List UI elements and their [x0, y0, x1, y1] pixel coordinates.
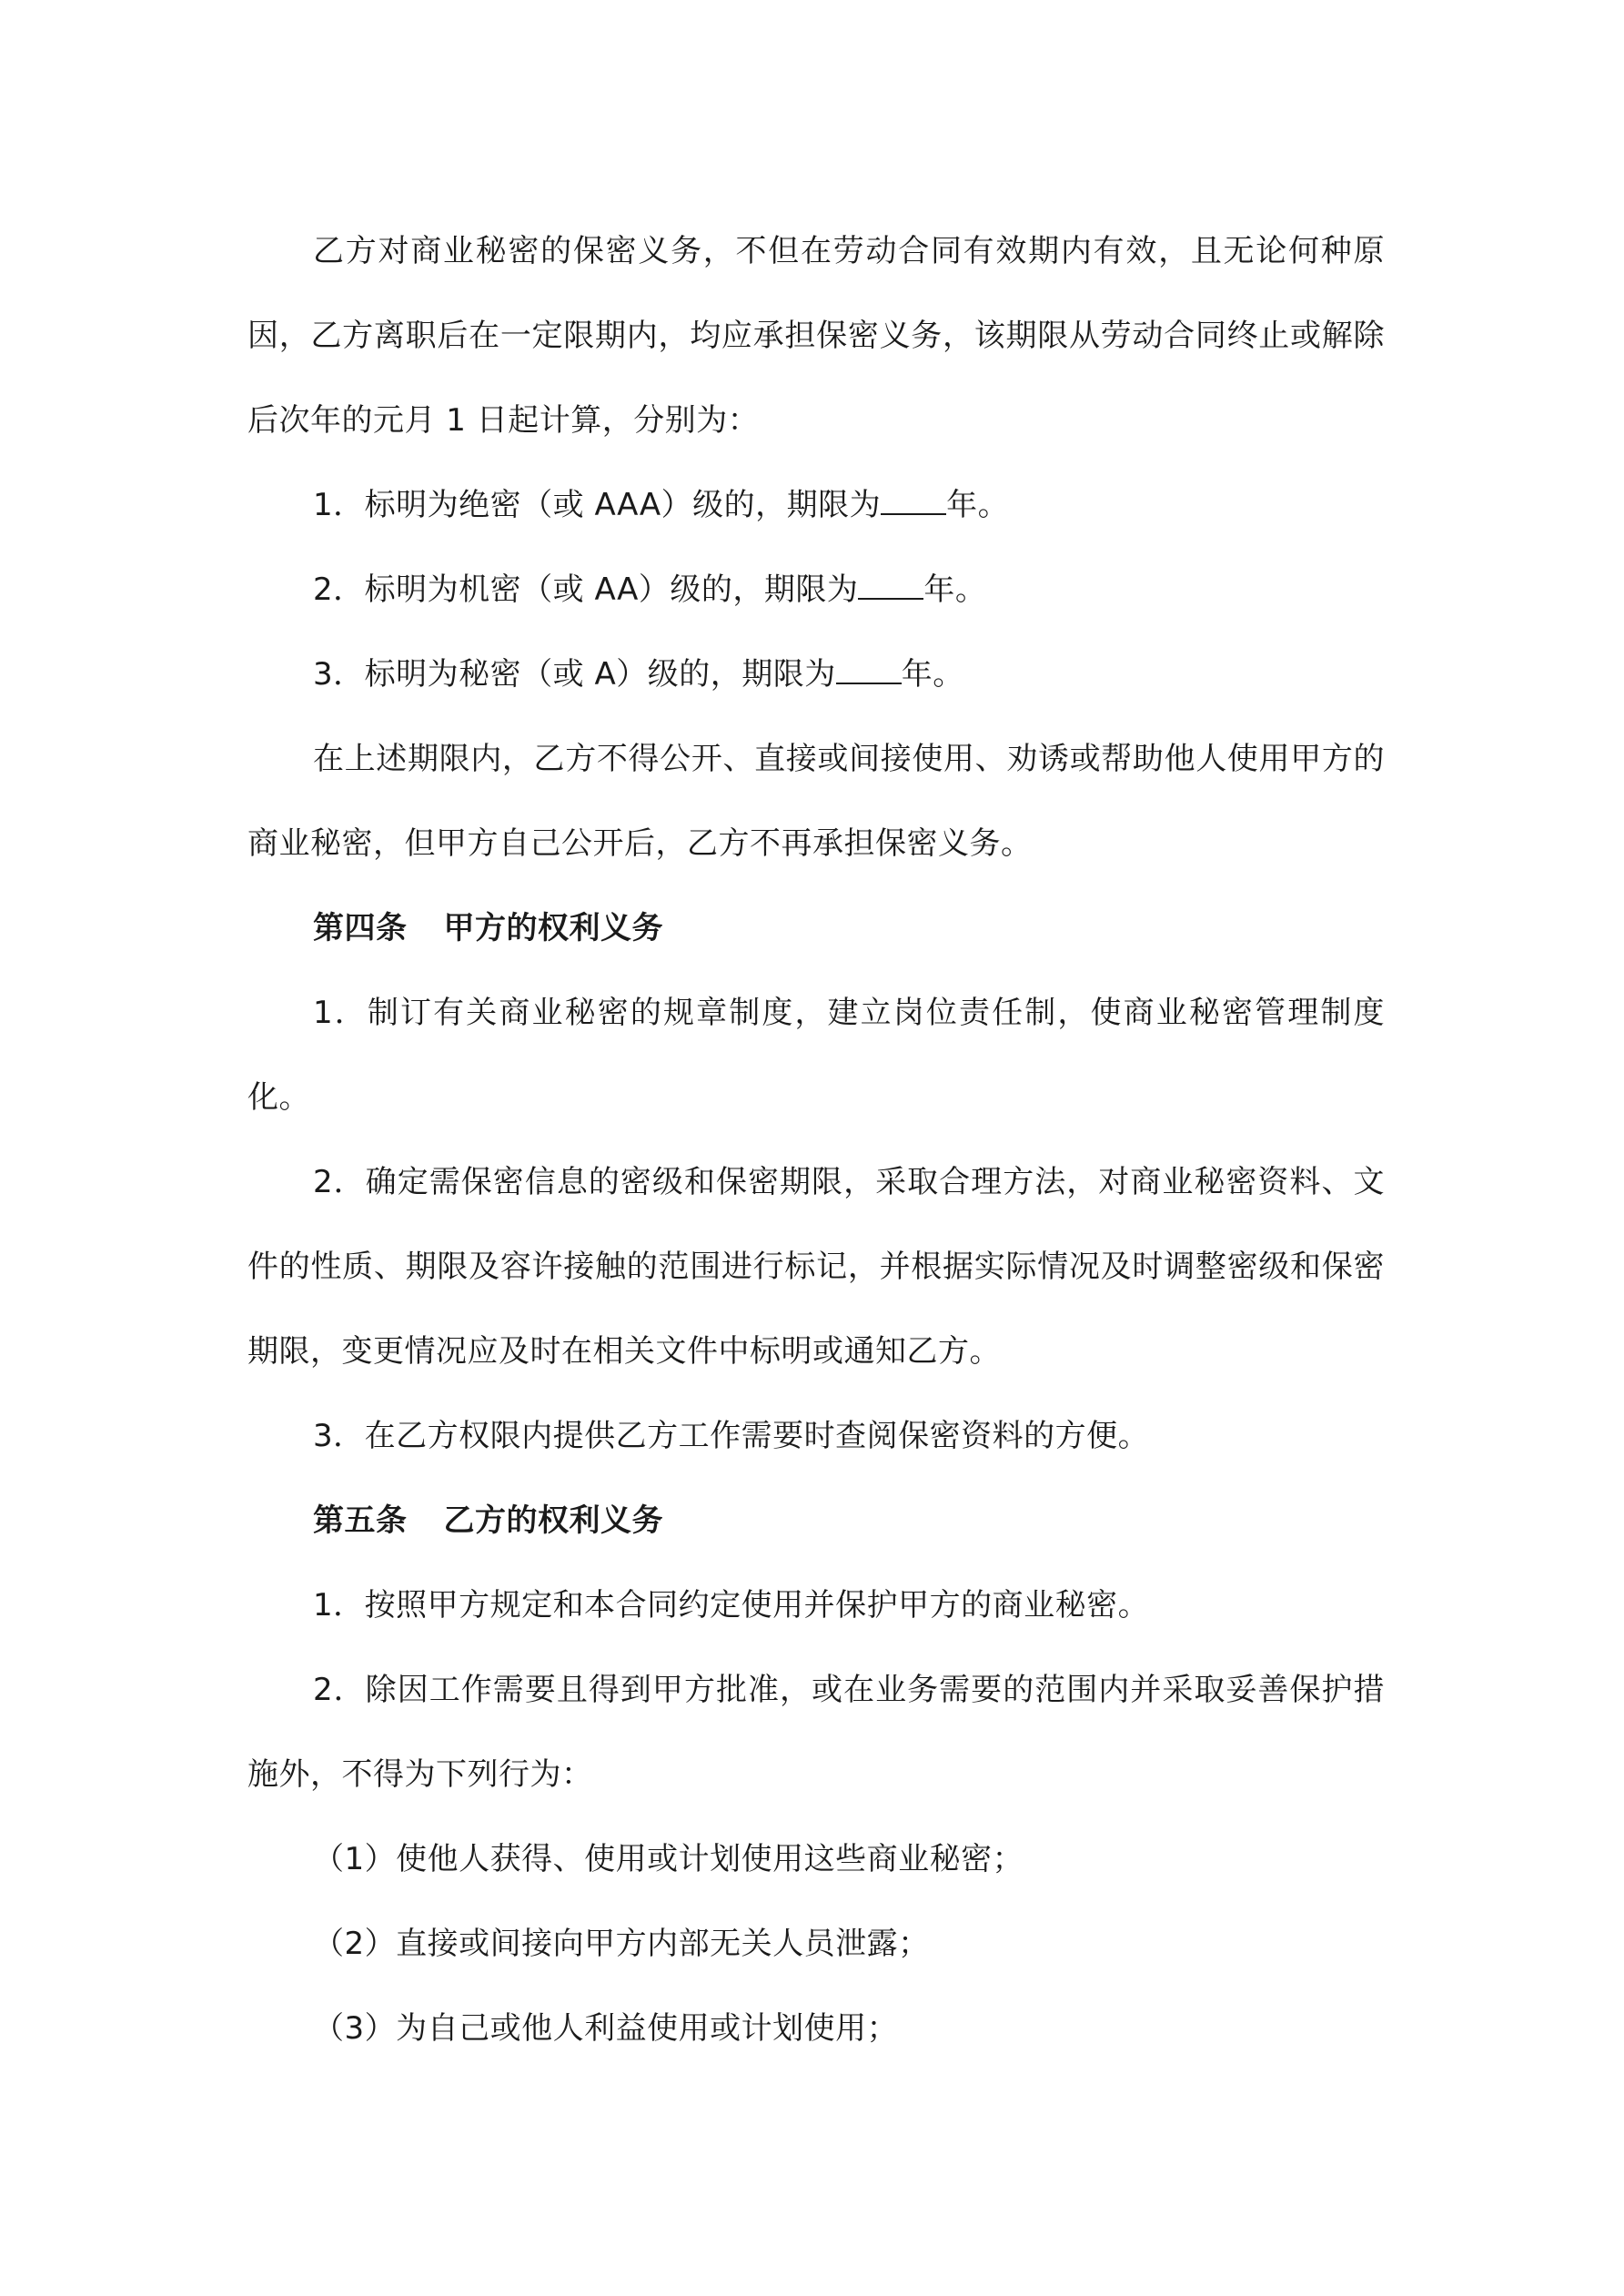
list-item-confidential: [247, 632, 1385, 717]
article-5-item-2: 2．除因工作需要且得到甲方批准，或在业务需要的范围内并采取妥善保护措施外，不得为下列行为：: [247, 1672, 1385, 1793]
paragraph-restrictions: 在上述期限内，乙方不得公开、直接或间接使用、劝诱或帮助他人使用甲方的商业秘密，但甲方自己公开后，乙方不再承担保密义务。: [247, 741, 1385, 862]
list-item-text: 2．标明为机密（或 AA）级的，期限为: [313, 571, 859, 608]
article-number: 第五条: [313, 1502, 408, 1539]
article-5-heading: [247, 1479, 1385, 1563]
list-item-suffix: 年。: [946, 487, 1010, 523]
list-item-suffix: 年。: [901, 656, 964, 693]
article-4-item-2: 2．确定需保密信息的密级和保密期限，采取合理方法，对商业秘密资料、文件的性质、期限及容许接触的范围进行标记，并根据实际情况及时调整密级和保密期限，变更情况应及时在相关文件中标明或通知乙方。: [247, 1164, 1385, 1370]
article-number: 第四条: [313, 910, 408, 946]
blank-field: [858, 572, 923, 600]
blank-field: [881, 488, 946, 515]
article-4-heading: [247, 886, 1385, 971]
list-item-top-secret: [247, 463, 1385, 548]
list-item-text: 3．标明为秘密（或 A）级的，期限为: [313, 656, 836, 693]
article-5-sub-item-2: （2）直接或间接向甲方内部无关人员泄露；: [313, 1926, 930, 1962]
document-body: [247, 209, 1385, 2071]
paragraph-confidentiality-period: 乙方对商业秘密的保密义务，不但在劳动合同有效期内有效，且无论何种原因，乙方离职后在一定限期内，均应承担保密义务，该期限从劳动合同终止或解除后次年的元月 1 日起计算，分别为：: [247, 233, 1385, 439]
list-item-secret: [247, 548, 1385, 632]
list-item-suffix: 年。: [923, 571, 987, 608]
article-title: 乙方的权利义务: [443, 1502, 663, 1539]
article-title: 甲方的权利义务: [443, 910, 663, 946]
article-5-item-1: 1．按照甲方规定和本合同约定使用并保护甲方的商业秘密。: [313, 1587, 1150, 1623]
article-5-sub-item-3: （3）为自己或他人利益使用或计划使用；: [313, 2010, 899, 2047]
blank-field: [836, 657, 902, 684]
list-item-text: 1．标明为绝密（或 AAA）级的，期限为: [313, 487, 882, 523]
article-4-item-3: 3．在乙方权限内提供乙方工作需要时查阅保密资料的方便。: [313, 1418, 1150, 1454]
article-5-sub-item-1: （1）使他人获得、使用或计划使用这些商业秘密；: [313, 1841, 1024, 1877]
article-4-item-1: 1．制订有关商业秘密的规章制度，建立岗位责任制，使商业秘密管理制度化。: [247, 995, 1385, 1116]
